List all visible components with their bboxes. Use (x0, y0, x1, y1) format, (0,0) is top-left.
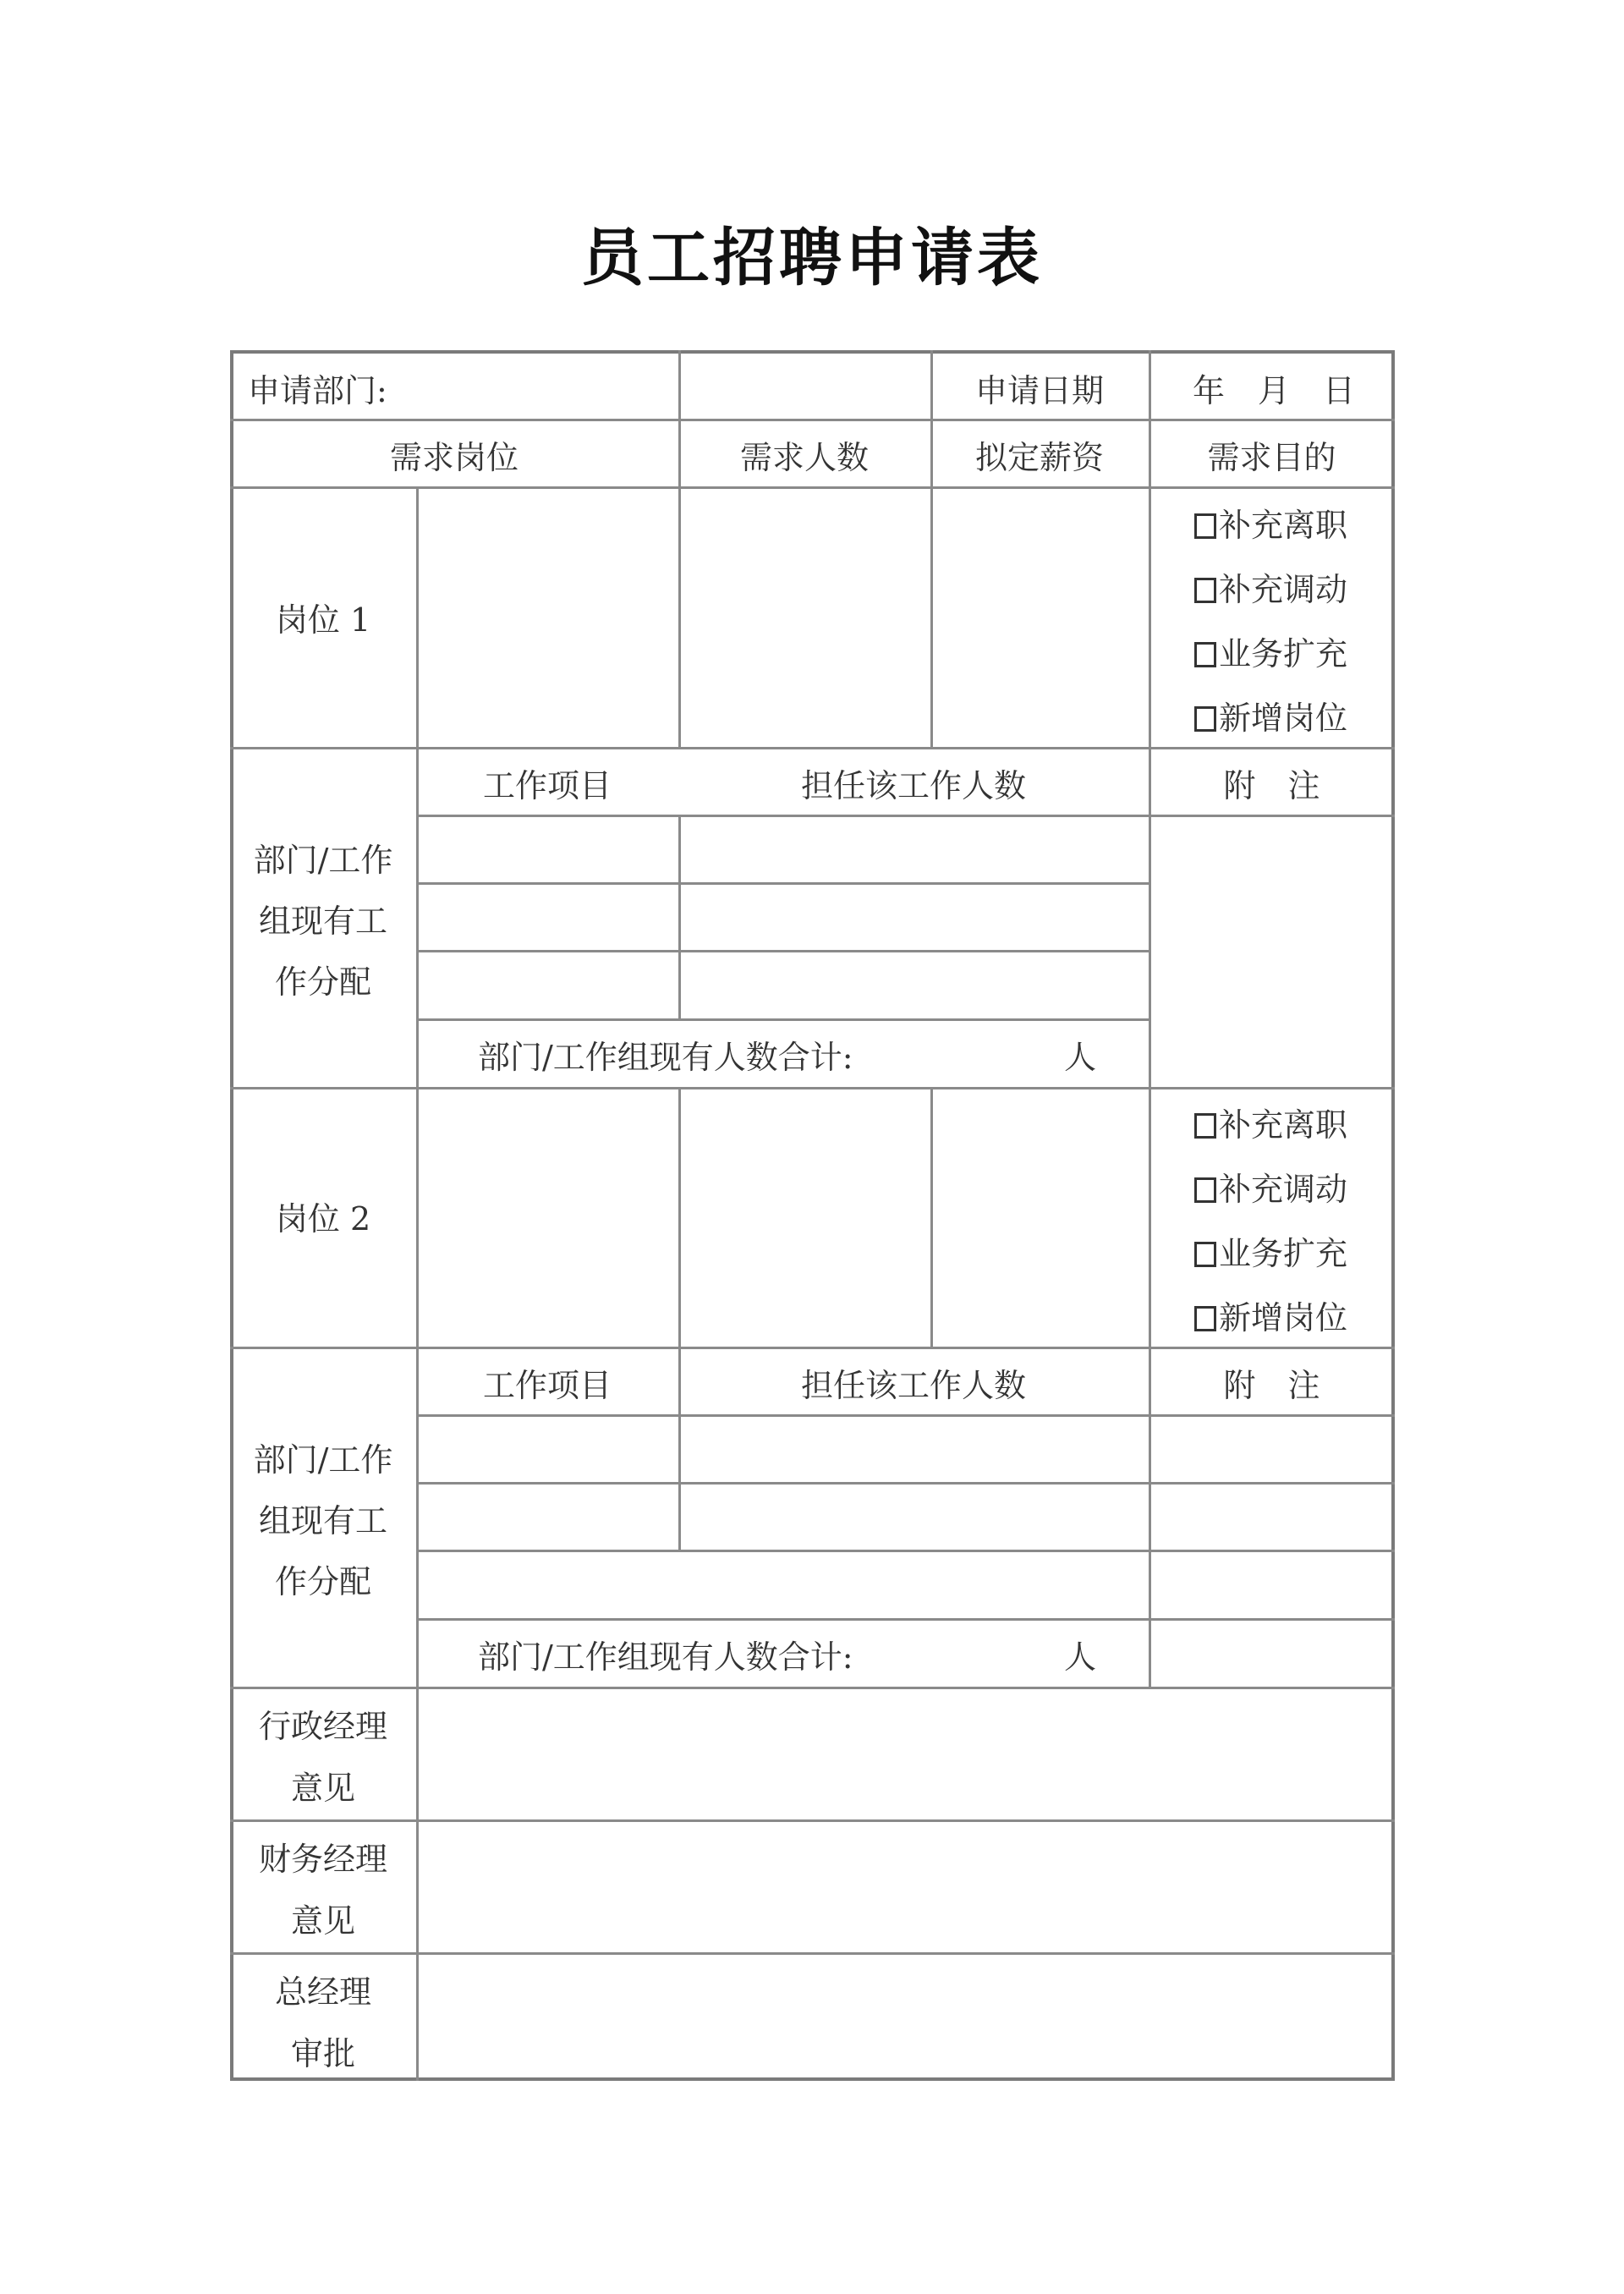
checkbox-icon (1194, 1242, 1216, 1267)
row-divider (230, 1087, 1395, 1089)
date-year: 年 (1193, 372, 1226, 409)
checkbox-icon (1194, 706, 1216, 732)
col-divider (1149, 350, 1151, 1687)
col-salary: 拟定薪资 (974, 439, 1104, 476)
row-divider (416, 950, 1149, 952)
row-divider (230, 1347, 1395, 1349)
note-header: 附 注 (1223, 1367, 1320, 1404)
row-divider (230, 1952, 1395, 1955)
checkbox-icon (1194, 1177, 1216, 1203)
row-divider (230, 1687, 1395, 1689)
purpose-option[interactable]: 补充离职 (1194, 509, 1347, 541)
allocation-label-line: 部门/工作 (253, 1441, 393, 1479)
allocation-label-line: 部门/工作 (253, 842, 393, 879)
gm-approval-label: 总经理 (274, 1973, 371, 2011)
position-2-label: 岗位 2 (275, 1200, 371, 1238)
date-month: 月 (1258, 372, 1291, 409)
finance-opinion-label: 财务经理 (258, 1841, 387, 1878)
allocation-label-line: 作分配 (274, 1563, 371, 1600)
person-unit: 人 (1064, 1039, 1097, 1076)
note-header: 附 注 (1223, 767, 1320, 804)
purpose-option[interactable]: 业务扩充 (1194, 638, 1347, 670)
purpose-option[interactable]: 新增岗位 (1194, 702, 1347, 734)
row-divider (416, 1414, 1395, 1417)
work-item-header: 工作项目 (482, 767, 612, 804)
row-divider (230, 1819, 1395, 1822)
staff-count-header: 担任该工作人数 (800, 767, 1026, 804)
purpose-option[interactable]: 补充调动 (1194, 574, 1347, 606)
col-divider (678, 815, 681, 1019)
col-divider (930, 1087, 933, 1347)
purpose-option[interactable]: 新增岗位 (1194, 1302, 1347, 1334)
col-divider (678, 1087, 681, 1550)
total-label: 部门/工作组现有人数合计: (478, 1638, 853, 1676)
row-divider (416, 1482, 1395, 1485)
row-divider (416, 1618, 1395, 1621)
col-position: 需求岗位 (389, 439, 518, 476)
gm-approval-label: 审批 (290, 2035, 355, 2072)
purpose-option[interactable]: 补充离职 (1194, 1109, 1347, 1141)
checkbox-icon (1194, 1306, 1216, 1331)
position-1-label: 岗位 1 (275, 601, 371, 639)
total-label: 部门/工作组现有人数合计: (478, 1039, 853, 1076)
purpose-option[interactable]: 业务扩充 (1194, 1238, 1347, 1270)
date-day: 日 (1323, 372, 1356, 409)
purpose-option[interactable]: 补充调动 (1194, 1173, 1347, 1205)
col-divider (416, 486, 419, 2081)
page-title: 员工招聘申请表 (581, 222, 1043, 294)
col-purpose: 需求目的 (1207, 439, 1336, 476)
apply-date-label: 申请日期 (974, 372, 1104, 409)
checkbox-icon (1194, 513, 1216, 539)
person-unit: 人 (1064, 1638, 1097, 1676)
row-divider (230, 486, 1395, 489)
allocation-label-line: 组现有工 (258, 903, 387, 940)
staff-count-header: 担任该工作人数 (800, 1367, 1026, 1404)
row-divider (416, 1550, 1395, 1552)
row-divider (416, 815, 1395, 817)
admin-opinion-label: 行政经理 (258, 1708, 387, 1745)
allocation-label-line: 作分配 (274, 963, 371, 1001)
checkbox-icon (1194, 1113, 1216, 1139)
col-headcount: 需求人数 (739, 439, 869, 476)
col-divider (678, 350, 681, 748)
row-divider (416, 882, 1149, 885)
row-divider (230, 419, 1395, 421)
admin-opinion-label: 意见 (290, 1770, 355, 1807)
row-divider (230, 747, 1395, 749)
checkbox-icon (1194, 642, 1216, 667)
checkbox-icon (1194, 578, 1216, 603)
allocation-label-line: 组现有工 (258, 1502, 387, 1539)
finance-opinion-label: 意见 (290, 1902, 355, 1940)
work-item-header: 工作项目 (482, 1367, 612, 1404)
row-divider (416, 1018, 1149, 1021)
col-divider (930, 350, 933, 748)
apply-dept-label: 申请部门: (248, 372, 387, 409)
